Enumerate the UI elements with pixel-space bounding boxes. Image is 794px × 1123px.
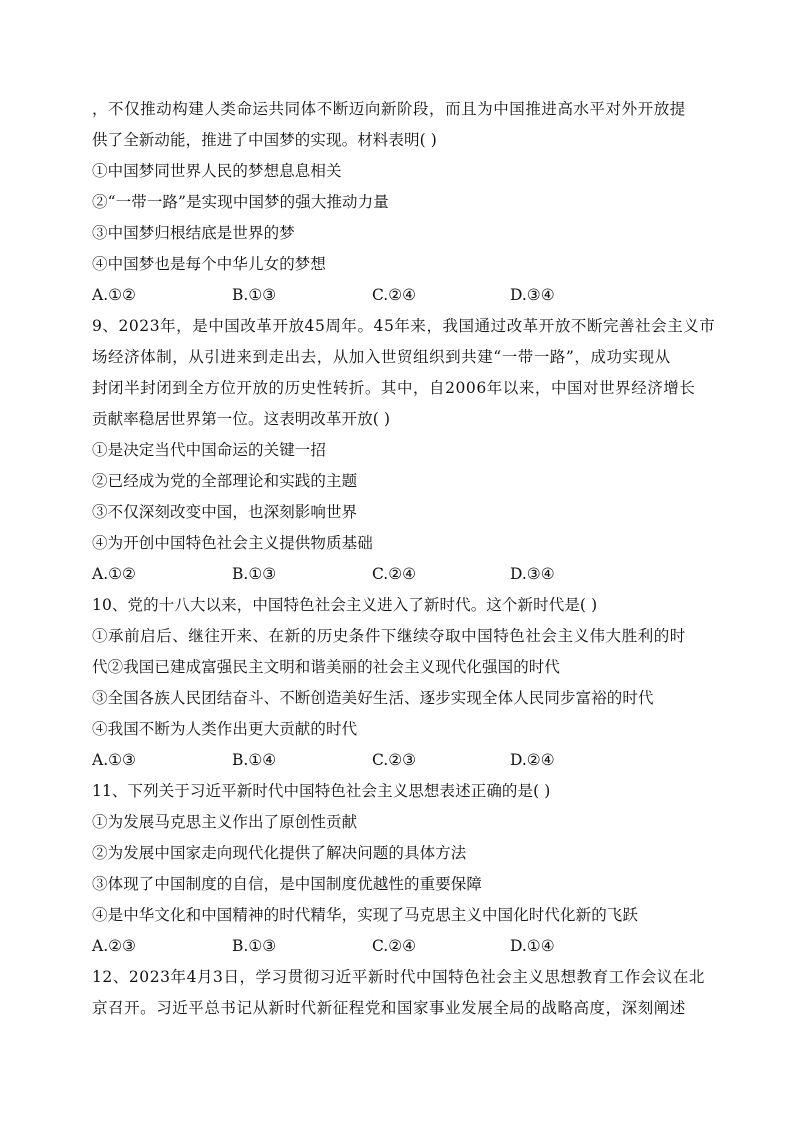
option-b: B.①③	[232, 565, 277, 583]
question-text-line: 9、2023年，是中国改革开放45周年。45年来，我国通过改革开放不断完善社会主义市	[92, 317, 716, 335]
option-d: D.③④	[510, 286, 555, 304]
option-a: A.①②	[92, 565, 136, 583]
statement-2: 代②我国已建成富强民主文明和谐美丽的社会主义现代化强国的时代	[92, 658, 561, 676]
question-text-line: 12、2023年4月3日，学习贯彻习近平新时代中国特色社会主义思想教育工作会议在北	[92, 968, 705, 986]
question-11	[92, 776, 704, 962]
option-c: C.②④	[372, 286, 417, 304]
statement-4: ④中国梦也是每个中华儿女的梦想	[92, 255, 327, 273]
question-text-line: 11、下列关于习近平新时代中国特色社会主义思想表述正确的是( )	[92, 782, 551, 800]
answer-options	[92, 931, 704, 962]
question-9	[92, 311, 716, 590]
option-b: B.①③	[232, 937, 277, 955]
question-text-line: 场经济体制，从引进来到走出去，从加入世贸组织到共建“一带一路”，成功实现从	[92, 348, 671, 366]
option-a: A.①③	[92, 751, 136, 769]
question-text-line: 封闭半封闭到全方位开放的历史性转折。其中，自2006年以来，中国对世界经济增长	[92, 379, 696, 397]
option-a: A.①②	[92, 286, 136, 304]
question-text-line: 贡献率稳居世界第一位。这表明改革开放( )	[92, 410, 391, 428]
statement-4: ④是中华文化和中国精神的时代精华，实现了马克思主义中国化时代化新的飞跃	[92, 906, 639, 924]
option-c: C.②④	[372, 937, 417, 955]
answer-options	[92, 280, 704, 311]
statement-2: ②已经成为党的全部理论和实践的主题	[92, 472, 358, 490]
statement-4: ④我国不断为人类作出更大贡献的时代	[92, 720, 358, 738]
statement-1: ①中国梦同世界人民的梦想息息相关	[92, 162, 342, 180]
statement-3: ③全国各族人民团结奋斗、不断创造美好生活、逐步实现全体人民同步富裕的时代	[92, 689, 654, 707]
question-text-line: 京召开。习近平总书记从新时代新征程党和国家事业发展全局的战略高度，深刻阐述	[92, 999, 686, 1017]
question-10	[92, 590, 704, 776]
option-a: A.②③	[92, 937, 136, 955]
exam-page	[92, 94, 716, 1024]
option-c: C.②③	[372, 751, 417, 769]
statement-2: ②为发展中国家走向现代化提供了解决问题的具体方法	[92, 844, 467, 862]
answer-options	[92, 745, 704, 776]
option-d: D.①④	[510, 937, 555, 955]
statement-3: ③中国梦归根结底是世界的梦	[92, 224, 295, 242]
statement-1: ①为发展马克思主义作出了原创性贡献	[92, 813, 358, 831]
question-text-line: 10、党的十八大以来，中国特色社会主义进入了新时代。这个新时代是( )	[92, 596, 598, 614]
question-12	[92, 962, 704, 1024]
statement-1: ①承前启后、继往开来、在新的历史条件下继续夺取中国特色社会主义伟大胜利的时	[92, 627, 686, 645]
option-d: D.②④	[510, 751, 555, 769]
statement-1: ①是决定当代中国命运的关键一招	[92, 441, 327, 459]
statement-3: ③体现了中国制度的自信，是中国制度优越性的重要保障	[92, 875, 483, 893]
option-b: B.①③	[232, 286, 277, 304]
statement-2: ②“一带一路”是实现中国梦的强大推动力量	[92, 193, 389, 211]
statement-4: ④为开创中国特色社会主义提供物质基础	[92, 534, 373, 552]
question-text-line: 供了全新动能，推进了中国梦的实现。材料表明( )	[92, 131, 437, 149]
question-text-line: ，不仅推动构建人类命运共同体不断迈向新阶段，而且为中国推进高水平对外开放提	[92, 100, 686, 118]
answer-options	[92, 559, 704, 590]
question-8-continuation	[92, 94, 704, 311]
option-b: B.①④	[232, 751, 277, 769]
option-d: D.③④	[510, 565, 555, 583]
option-c: C.②④	[372, 565, 417, 583]
statement-3: ③不仅深刻改变中国，也深刻影响世界	[92, 503, 358, 521]
